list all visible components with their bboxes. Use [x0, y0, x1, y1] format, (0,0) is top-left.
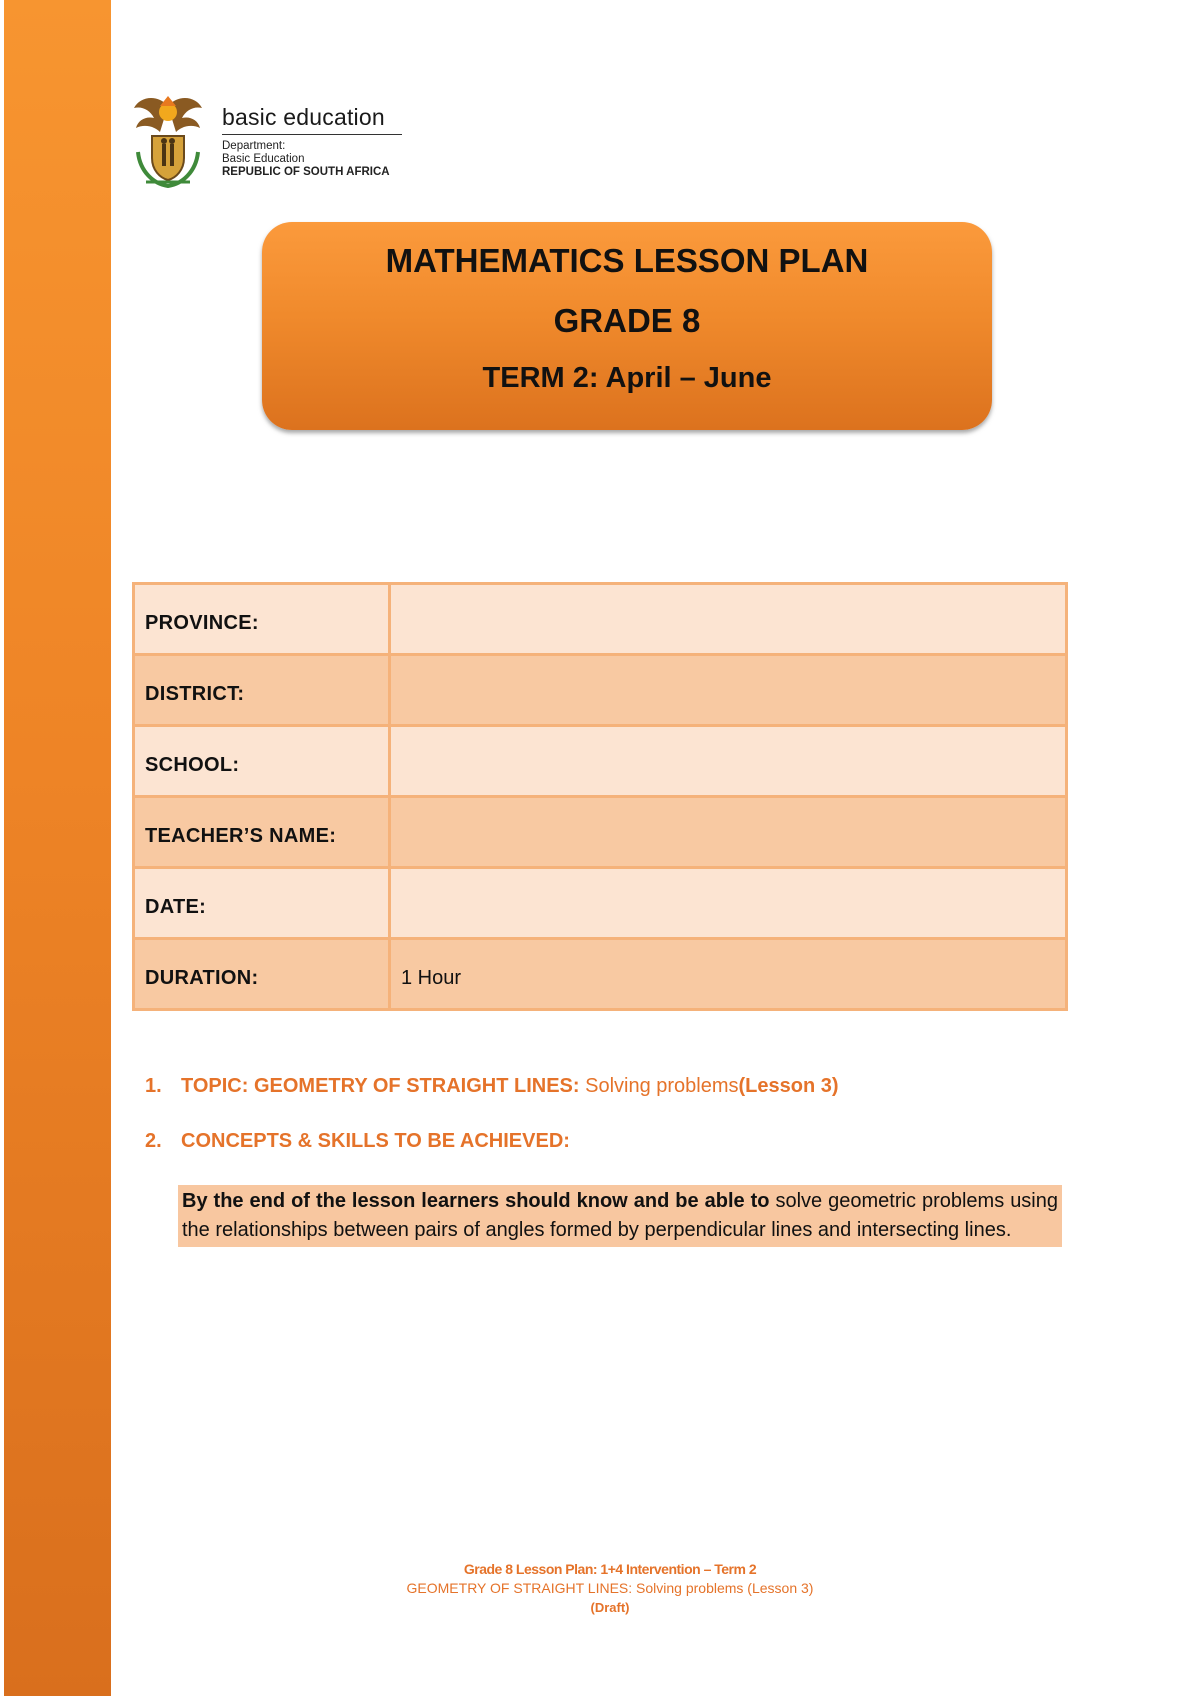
footer-topic: GEOMETRY OF STRAIGHT LINES: — [406, 1580, 633, 1596]
province-label: PROVINCE: — [134, 584, 390, 655]
duration-label: DURATION: — [134, 939, 390, 1010]
date-value — [390, 868, 1067, 939]
table-row — [134, 797, 1067, 868]
outcome-text: solve geometric problems using the relationships between pairs of angles formed by perpendicular lines and intersecting lines. — [182, 1190, 1058, 1241]
concepts-heading — [145, 1130, 570, 1153]
topic-detail: Solving problems — [579, 1075, 739, 1097]
school-label: SCHOOL: — [134, 726, 390, 797]
teacher-name-label: TEACHER’S NAME: — [134, 797, 390, 868]
footer-draft: (Draft) — [590, 1600, 630, 1615]
footer-line-1: Grade 8 Lesson Plan: 1+4 Intervention – Term 2 — [463, 1561, 757, 1577]
topic-label: TOPIC: GEOMETRY OF STRAIGHT LINES: — [181, 1075, 580, 1097]
district-label: DISTRICT: — [134, 655, 390, 726]
learning-outcome-box — [178, 1185, 1062, 1247]
teacher-name-value — [390, 797, 1067, 868]
banner-term: TERM 2: April – June — [482, 362, 772, 394]
brand-name: basic education — [222, 104, 402, 135]
footer-line-2 — [330, 1579, 890, 1598]
concepts-label: CONCEPTS & SKILLS TO BE ACHIEVED: — [181, 1130, 570, 1152]
topic-heading — [145, 1075, 839, 1098]
department-logo — [130, 92, 410, 192]
orange-side-bar — [4, 0, 111, 1696]
table-row — [134, 655, 1067, 726]
title-banner — [262, 222, 992, 430]
banner-title: MATHEMATICS LESSON PLAN — [385, 242, 869, 279]
table-row — [134, 726, 1067, 797]
duration-value: 1 Hour — [390, 939, 1067, 1010]
concepts-number: 2. — [145, 1130, 162, 1152]
topic-lesson: (Lesson 3) — [738, 1075, 839, 1097]
footer-lesson: Solving problems (Lesson 3) — [632, 1580, 814, 1596]
outcome-lead: By the end of the lesson learners should know and be able to — [182, 1190, 770, 1212]
teacher-info-table — [132, 582, 1068, 1011]
banner-grade: GRADE 8 — [553, 302, 701, 339]
department-name: Basic Education — [222, 153, 305, 165]
table-row — [134, 939, 1067, 1010]
country-name: REPUBLIC OF SOUTH AFRICA — [222, 166, 390, 178]
school-value — [390, 726, 1067, 797]
department-line: Department: — [222, 140, 286, 152]
coat-of-arms-icon — [130, 92, 206, 188]
province-value — [390, 584, 1067, 655]
table-row — [134, 584, 1067, 655]
date-label: DATE: — [134, 868, 390, 939]
topic-number: 1. — [145, 1075, 162, 1097]
district-value — [390, 655, 1067, 726]
table-row — [134, 868, 1067, 939]
page-footer — [330, 1560, 890, 1617]
